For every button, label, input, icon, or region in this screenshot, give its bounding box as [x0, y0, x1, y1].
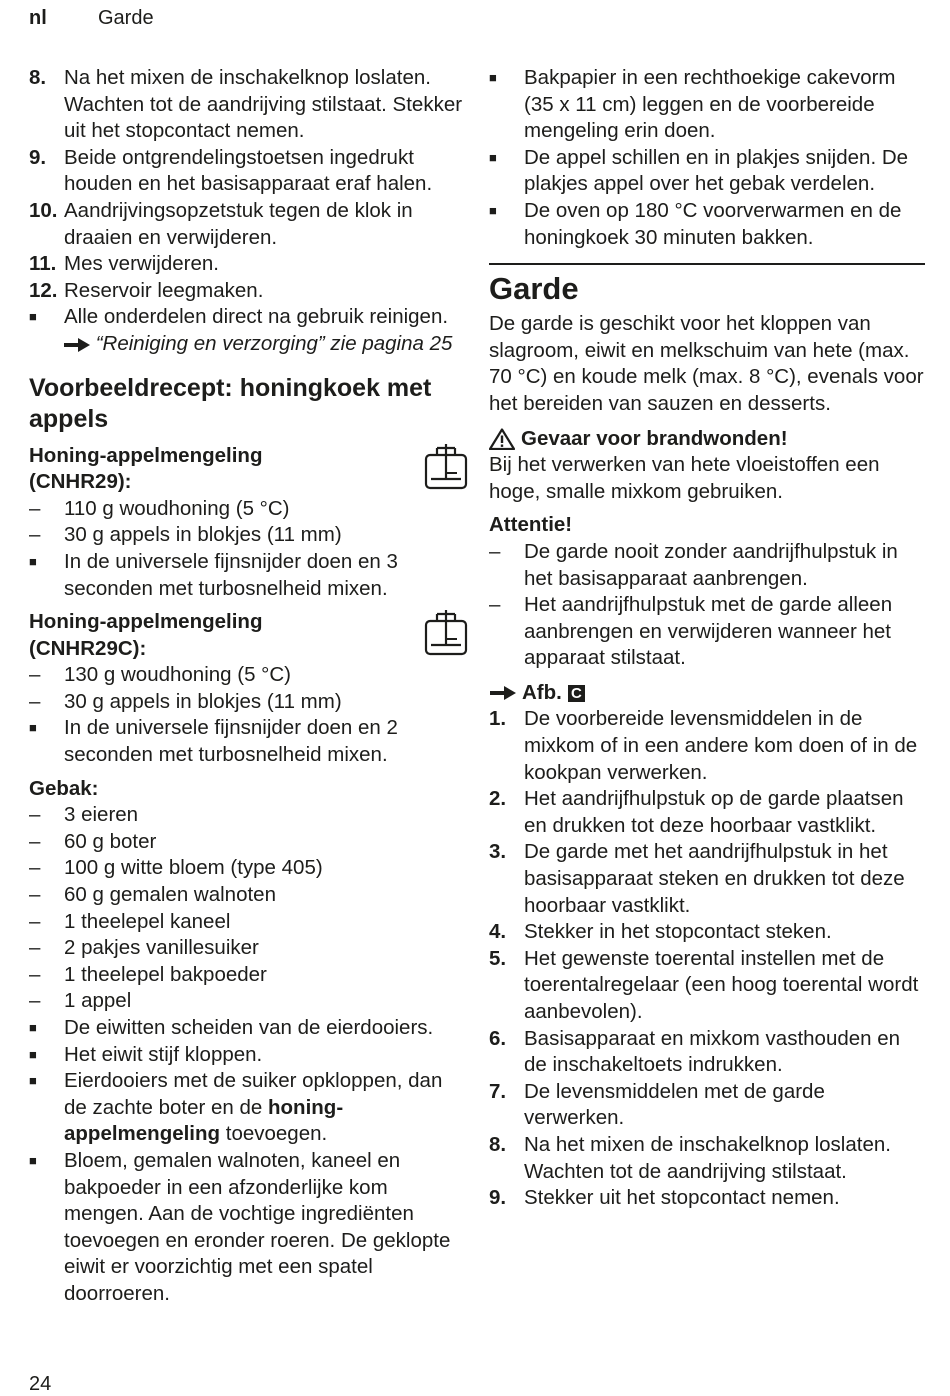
arrow-right-icon [64, 338, 90, 352]
ingredient-item: – 30 g appels in blokjes (11 mm) [29, 523, 342, 547]
bullet-item: ■ De appel schillen en in plakjes snijden. De plakjes appel over het gebak verdelen. [489, 145, 925, 198]
bullet-item: ■ De oven op 180 °C voorverwarmen en de honingkoek 30 minuten bakken. [489, 198, 925, 251]
step-number: 8. [489, 1132, 507, 1156]
step-number: 10. [29, 198, 58, 222]
step-text: Na het mixen de inschakelknop loslaten. Wachten tot de aandrijving stilstaat. Stekker uit het stopcontact nemen. [64, 66, 463, 143]
chopper-bowl-icon [423, 609, 469, 657]
step-item [489, 1132, 925, 1185]
ingredient-item: – 30 g appels in blokjes (11 mm) [29, 689, 342, 713]
step-text: De levensmiddelen met de garde verwerken. [524, 1079, 825, 1130]
bullet-item: ■ Het eiwit stijf kloppen. [29, 1042, 469, 1069]
step-number: 2. [489, 787, 507, 811]
step-text: De garde met het aandrijfhulpstuk in het basisapparaat steken en drukken tot deze hoorbaar vastklikt. [524, 840, 905, 917]
step-item [489, 706, 925, 786]
step-number: 9. [29, 145, 47, 169]
section-divider [489, 263, 925, 265]
figure-letter-badge: C [568, 685, 585, 702]
square-bullet-icon: ■ [29, 720, 37, 736]
section-title: Garde [489, 271, 579, 307]
step-item [29, 251, 469, 278]
ingredient-item: – 3 eieren [29, 803, 139, 827]
language-code: nl [29, 7, 47, 29]
step-number: 9. [489, 1186, 507, 1210]
warning-title: Gevaar voor brandwonden! [521, 426, 788, 450]
step-text: Het gewenste toerental instellen met de toerentalregelaar (een hoog toerental wordt aanbevolen). [524, 946, 919, 1023]
page-header [29, 5, 154, 31]
step-item [489, 946, 925, 1026]
clean-text: Alle onderdelen direct na gebruik reinigen. [64, 305, 449, 329]
bullet-item: ■ Eierdooiers met de suiker opkloppen, dan de zachte boter en de honing-appelmengeling toevoegen. [29, 1068, 469, 1148]
square-bullet-icon: ■ [489, 149, 497, 165]
step-item [29, 145, 469, 198]
mix1-title: Honing-appelmengeling (CNHR29): [29, 443, 263, 494]
attention-item: – Het aandrijfhulpstuk met de garde alleen aanbrengen en verwijderen wanneer het apparaat stilstaat. [489, 593, 893, 670]
step-text: Reservoir leegmaken. [64, 278, 264, 302]
ingredient-item: – 60 g gemalen walnoten [29, 883, 276, 907]
ingredient-item: – 2 pakjes vanillesuiker [29, 936, 259, 960]
section-name: Garde [98, 7, 154, 29]
ingredient-item: – 1 appel [29, 989, 132, 1013]
step-item [29, 278, 469, 305]
arrow-right-icon [489, 686, 517, 700]
step-number: 5. [489, 946, 507, 970]
cross-reference-link[interactable]: “Reiniging en verzorging” zie pagina 25 [95, 331, 453, 355]
ingredient-item: – 110 g woudhoning (5 °C) [29, 496, 290, 520]
step-item [489, 1185, 925, 1212]
step-text: De voorbereide levensmiddelen in de mixkom of in een andere kom doen of in de kookpan verwerken. [524, 707, 918, 784]
step-text: Basisapparaat en mixkom vasthouden en de inschakeltoets indrukken. [524, 1026, 901, 1077]
step-text: Het aandrijfhulpstuk op de garde plaatsen en drukken tot deze hoorbaar vastklikt. [524, 787, 904, 837]
step-number: 8. [29, 66, 47, 89]
bullet-item: ■ Bloem, gemalen walnoten, kaneel en bakpoeder in een afzonderlijke kom mengen. Aan de vochtige ingrediënten toevoegen en eronder roeren. De geklopte eiwit er voorzichtig met een spatel doorroeren. [29, 1148, 469, 1308]
square-bullet-icon: ■ [29, 1073, 37, 1089]
ingredient-item: – 1 theelepel kaneel [29, 909, 231, 933]
attention-title: Attentie! [489, 513, 573, 537]
step-number: 4. [489, 920, 507, 944]
ingredient-item: – 100 g witte bloem (type 405) [29, 856, 323, 880]
square-bullet-icon: ■ [489, 70, 497, 85]
step-number: 11. [29, 252, 57, 276]
step-text: Beide ontgrendelingstoetsen ingedrukt houden en het basisapparaat eraf halen. [64, 145, 433, 196]
square-bullet-icon: ■ [489, 202, 497, 218]
warning-text: Bij het verwerken van hete vloeistoffen een hoge, smalle mixkom gebruiken. [489, 453, 880, 503]
step-number: 12. [29, 278, 58, 302]
intro-text: De garde is geschikt voor het kloppen van slagroom, eiwit en melkschuim van hete (max. 70 °C) en koude melk (max. 8 °C), evenals voor het bereiden van sauzen en desserts. [489, 312, 924, 415]
left-column [29, 65, 469, 1308]
step-text: Stekker uit het stopcontact nemen. [524, 1186, 840, 1210]
bullet-item: ■ In de universele fijnsnijder doen en 2 seconden met turbosnelheid mixen. [29, 715, 469, 768]
step-item [29, 198, 469, 251]
figure-label: Afb. [522, 680, 562, 704]
recipe-title: Voorbeeldrecept: honingkoek met appels [29, 373, 432, 433]
ingredient-item: – 60 g boter [29, 829, 157, 853]
step-item [489, 919, 925, 946]
step-item [489, 1079, 925, 1132]
step-item [489, 839, 925, 919]
square-bullet-icon: ■ [29, 1020, 37, 1035]
bullet-item: ■ Bakpapier in een rechthoekige cakevorm (35 x 11 cm) leggen en de voorbereide mengeling erin doen. [489, 65, 925, 145]
step-item [29, 65, 469, 145]
step-text: Na het mixen de inschakelknop loslaten. Wachten tot de aandrijving stilstaat. [524, 1132, 891, 1183]
step-text: Aandrijvingsopzetstuk tegen de klok in draaien en verwijderen. [64, 198, 413, 249]
warning-heading [489, 426, 925, 453]
ingredient-item: – 1 theelepel bakpoeder [29, 962, 267, 986]
mix2-title: Honing-appelmengeling (CNHR29C): [29, 610, 263, 660]
bullet-item [29, 304, 469, 357]
figure-reference [489, 680, 925, 707]
chopper-bowl-icon [423, 443, 469, 491]
page-number: 24 [29, 1373, 52, 1395]
step-item [489, 786, 925, 839]
square-bullet-icon: ■ [29, 1046, 37, 1062]
gebak-title: Gebak: [29, 776, 99, 800]
step-item [489, 1026, 925, 1079]
warning-triangle-icon [489, 428, 515, 450]
square-bullet-icon: ■ [29, 1152, 37, 1168]
step-number: 3. [489, 840, 507, 864]
right-column [489, 65, 925, 1212]
bullet-item: ■ De eiwitten scheiden van de eierdooiers. [29, 1015, 469, 1042]
bullet-item: ■ In de universele fijnsnijder doen en 3 seconden met turbosnelheid mixen. [29, 549, 469, 602]
step-text: Stekker in het stopcontact steken. [524, 920, 832, 944]
square-bullet-icon: ■ [29, 309, 37, 325]
step-number: 7. [489, 1079, 507, 1103]
step-number: 1. [489, 707, 507, 731]
attention-item: – De garde nooit zonder aandrijfhulpstuk in het basisapparaat aanbrengen. [489, 539, 898, 590]
step-number: 6. [489, 1026, 507, 1050]
step-text: Mes verwijderen. [64, 252, 219, 276]
bold-term: honing-appelmengeling [64, 1095, 344, 1146]
ingredient-item: – 130 g woudhoning (5 °C) [29, 663, 292, 687]
square-bullet-icon: ■ [29, 553, 37, 569]
